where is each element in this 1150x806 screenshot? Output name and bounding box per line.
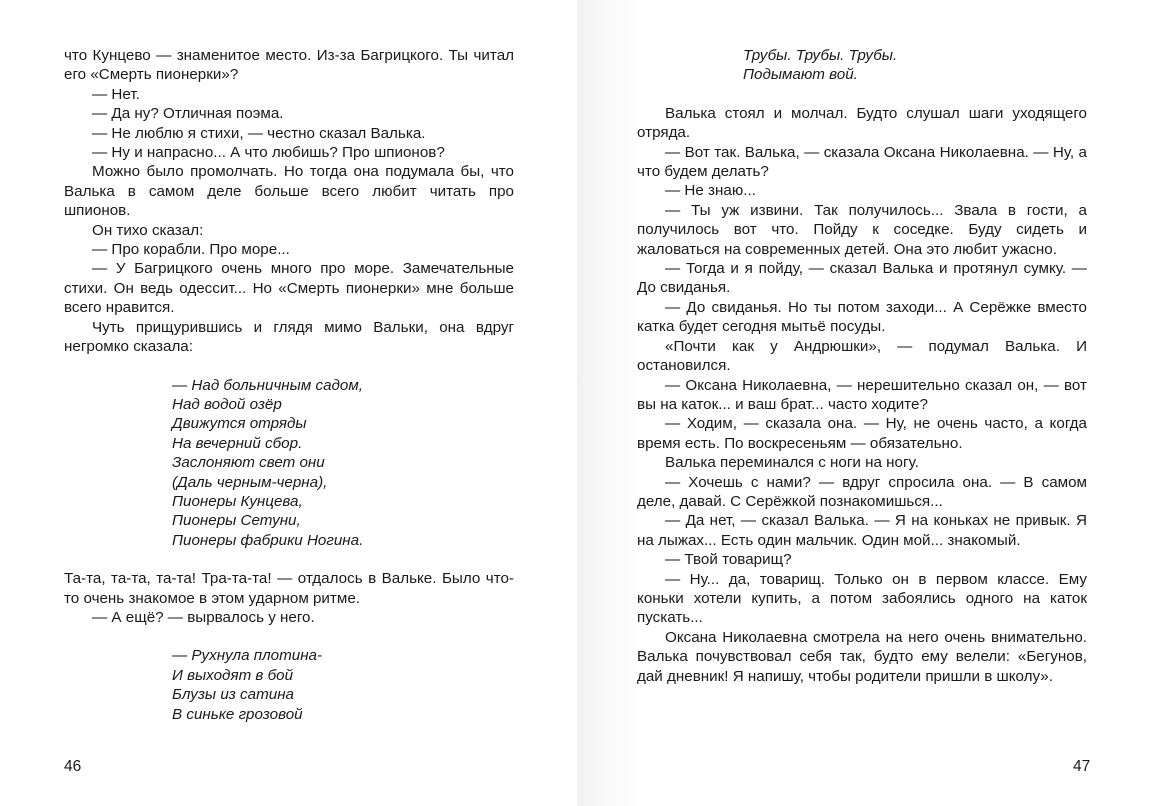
left-text-column — [64, 46, 514, 724]
paragraph: — Вот так. Валька, — сказала Оксана Николаевна. — Ну, а что будем делать? — [637, 143, 1087, 181]
paragraph: Он тихо сказал: — [92, 221, 204, 239]
poem-line: Над водой озёр — [172, 395, 282, 413]
poem-line: Блузы из сатина — [172, 686, 294, 704]
paragraph: — Твой товарищ? — [665, 551, 792, 569]
paragraph: Валька переминался с ноги на ногу. — [665, 454, 919, 472]
paragraph: Оксана Николаевна смотрела на него очень внимательно. Валька почувствовал себя так, будто ему велели: «Бегунов, дай дневник! Я напишу, чтобы родители пришли в школу». — [637, 628, 1087, 685]
poem-line: Пионеры Кунцева, — [172, 492, 303, 510]
poem-line: В синьке грозовой — [172, 705, 303, 723]
poem-line: Пионеры Сетуни, — [172, 512, 301, 530]
paragraph: — Ну и напрасно... А что любишь? Про шпионов? — [92, 144, 445, 162]
poem-line: Движутся отряды — [172, 415, 307, 433]
right-text-column — [637, 46, 1087, 686]
paragraph: — У Багрицкого очень много про море. Замечательные стихи. Он ведь одессит... Но «Смерть пионерки» мне больше всего нравится. — [64, 260, 514, 317]
paragraph: — Нет. — [92, 85, 140, 103]
poem-line: На вечерний сбор. — [172, 434, 303, 452]
poem-stanza — [172, 376, 514, 551]
page-number: 47 — [1073, 758, 1091, 775]
paragraph: — Ходим, — сказала она. — Ну, не очень часто, а когда время есть. По воскресеньям — обязательно. — [637, 415, 1087, 452]
paragraph: Валька стоял и молчал. Будто слушал шаги уходящего отряда. — [637, 104, 1087, 142]
paragraph: — Не знаю... — [665, 182, 756, 200]
poem-line: Трубы. Трубы. Трубы. — [743, 47, 898, 64]
poem-line: И выходят в бой — [172, 666, 294, 684]
paragraph: что Кунцево — знаменитое место. Из-за Багрицкого. Ты читал его «Смерть пионерки»? — [64, 47, 514, 84]
paragraph: — Ну... да, товарищ. Только он в первом классе. Ему коньки хотели купить, а потом забоялись одного на каток пускать... — [637, 570, 1087, 627]
paragraph: — До свиданья. Но ты потом заходи... А Серёжке вместо катка будет сегодня мытьё посуды. — [637, 298, 1087, 336]
paragraph: — Хочешь с нами? — вдруг спросила она. — В самом деле, давай. С Серёжкой познакомишься... — [637, 473, 1087, 510]
paragraph: Та-та, та-та, та-та! Тра-та-та! — отдалось в Вальке. Было что-то очень знакомое в этом ударном ритме. — [64, 570, 514, 607]
paragraph: Можно было промолчать. Но тогда она подумала бы, что Валька в самом деле больше всего любит читать про шпионов. — [64, 163, 514, 220]
paragraph: — Да ну? Отличная поэма. — [92, 105, 284, 123]
poem-line: Заслоняют свет они — [172, 454, 325, 472]
poem-stanza — [743, 46, 1087, 85]
poem-line: Пионеры фабрики Ногина. — [172, 531, 364, 549]
poem-line: — Над больничным садом, — [172, 376, 363, 394]
paragraph: — Не люблю я стихи, — честно сказал Валька. — [92, 124, 426, 142]
paragraph: — Оксана Николаевна, — нерешительно сказал он, — вот вы на каток... и ваш брат... часто ходите? — [637, 376, 1087, 413]
paragraph: Чуть прищурившись и глядя мимо Вальки, она вдруг негромко сказала: — [64, 318, 514, 356]
poem-line: (Даль черным-черна), — [172, 473, 328, 491]
poem-stanza — [172, 646, 514, 724]
paragraph: — Да нет, — сказал Валька. — Я на коньках не привык. Я на лыжах... Есть один мальчик. Один мой... знакомый. — [637, 512, 1087, 549]
poem-line: — Рухнула плотина- — [172, 647, 323, 665]
paragraph: «Почти как у Андрюшки», — подумал Валька. И остановился. — [637, 337, 1087, 375]
paragraph: — А ещё? — вырвалось у него. — [92, 608, 315, 626]
paragraph: — Про корабли. Про море... — [92, 241, 290, 259]
right-page — [577, 0, 1150, 806]
page-number: 46 — [64, 758, 82, 775]
paragraph: — Тогда и я пойду, — сказал Валька и протянул сумку. — До свиданья. — [637, 260, 1087, 297]
poem-line: Подымают вой. — [743, 66, 858, 84]
paragraph: — Ты уж извини. Так получилось... Звала в гости, а получилось вот что. Пойду к соседке. Буду сидеть и жаловаться на современных детей. Она это любит ужасно. — [637, 201, 1087, 258]
